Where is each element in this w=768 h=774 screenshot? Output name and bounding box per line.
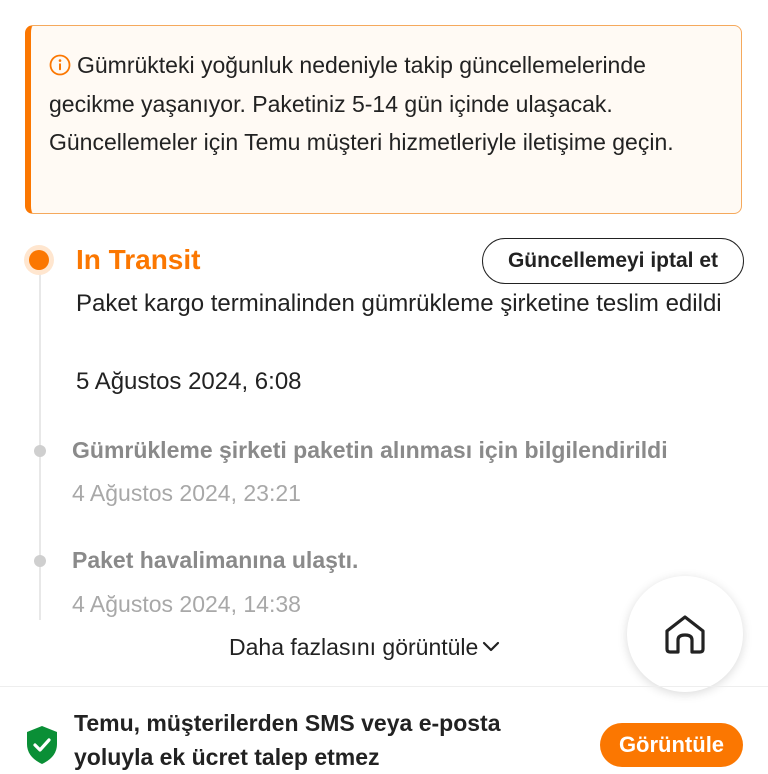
event-date-latest: 5 Ağustos 2024, 6:08 bbox=[76, 368, 302, 395]
home-button[interactable] bbox=[627, 576, 743, 692]
timeline-dot bbox=[34, 445, 46, 457]
home-icon bbox=[662, 613, 708, 655]
view-more-link[interactable] bbox=[229, 630, 500, 664]
event-description: Gümrükleme şirketi paketin alınması için bilgilendirildi bbox=[72, 437, 668, 463]
status-title: In Transit bbox=[76, 244, 201, 275]
event-date: 4 Ağustos 2024, 14:38 bbox=[72, 591, 301, 617]
chevron-down-icon bbox=[482, 641, 500, 653]
timeline-dot bbox=[34, 555, 46, 567]
event-description: Paket havalimanına ulaştı. bbox=[72, 547, 359, 573]
timeline-dot-current bbox=[29, 250, 49, 270]
info-icon bbox=[49, 54, 71, 76]
event-description-latest: Paket kargo terminalinden gümrükleme şirketine teslim edildi bbox=[76, 290, 722, 317]
delay-notice bbox=[25, 25, 742, 214]
cancel-updates-button[interactable]: Güncellemeyi iptal et bbox=[482, 238, 744, 284]
shield-check-icon bbox=[24, 724, 60, 766]
view-button[interactable]: Görüntüle bbox=[600, 723, 743, 767]
notice-text: Gümrükteki yoğunluk nedeniyle takip güncellemelerinde gecikme yaşanıyor. Paketiniz 5-14 gün içinde ulaşacak. Güncellemeler için Temu müşteri hizmetleriyle iletişime geçin. bbox=[49, 52, 674, 155]
view-more-label: Daha fazlasını görüntüle bbox=[229, 634, 479, 660]
security-notice-text: Temu, müşterilerden SMS veya e-posta yoluyla ek ücret talep etmez bbox=[74, 710, 501, 770]
divider bbox=[0, 686, 768, 687]
event-date: 4 Ağustos 2024, 23:21 bbox=[72, 480, 301, 506]
